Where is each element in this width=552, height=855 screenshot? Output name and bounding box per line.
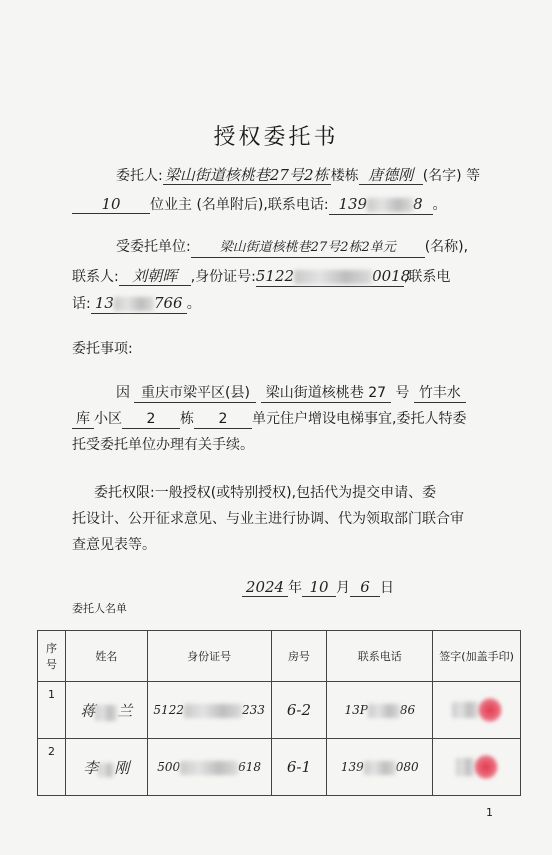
unit-field: 2 — [194, 410, 252, 429]
matters-line-2: 库 小区 2 栋 2 单元住户增设电梯事宜,委托人特委 — [72, 410, 466, 429]
contact-id-field: 5122 0018 — [255, 267, 411, 285]
agent-name-handwriting: 梁山街道核桃巷27号2栋2单元 — [191, 239, 425, 258]
redaction-blur — [114, 297, 154, 311]
redaction-blur — [364, 761, 396, 775]
redaction-blur — [184, 704, 242, 718]
principal-address-handwriting: 梁山街道核桃巷27号2栋 — [163, 166, 331, 185]
fingerprint-seal — [474, 754, 498, 780]
street-field: 梁山街道核桃巷 27 — [261, 384, 391, 403]
document-title: 授权委托书 — [213, 125, 339, 150]
row-id: 5122 233 — [147, 682, 271, 739]
authority-line-3: 查意见表等。 — [72, 537, 156, 553]
principal-line: 委托人: 梁山街道核桃巷27号2栋 楼栋 唐德刚 (名字) 等 — [116, 166, 481, 184]
community-field-cont: 库 — [72, 410, 94, 429]
community-field: 竹丰水 — [414, 384, 466, 403]
matters-label: 委托事项: — [72, 341, 133, 357]
redaction-blur — [98, 763, 114, 777]
col-header-name: 姓名 — [65, 631, 147, 682]
matters-line-1: 因 重庆市梁平区(县) 梁山街道核桃巷 27 号 竹丰水 — [116, 384, 466, 403]
col-header-signature: 签字(加盖手印) — [433, 631, 521, 682]
row-name: 李 刚 — [65, 739, 147, 796]
redaction-blur — [368, 704, 400, 718]
fingerprint-seal — [478, 697, 502, 723]
col-header-id: 身份证号 — [147, 631, 271, 682]
row-name: 蒋 兰 — [65, 682, 147, 739]
agent-line: 受委托单位: 梁山街道核桃巷27号2栋2单元 (名称), — [116, 238, 468, 258]
row-phone: 13P 86 — [327, 682, 433, 739]
signature-scribble — [452, 702, 478, 718]
row-signature — [433, 739, 521, 796]
col-header-room: 房号 — [271, 631, 327, 682]
matters-line-3: 托受委托单位办理有关手续。 — [72, 437, 254, 453]
principal-name-handwriting: 唐德刚 — [359, 166, 423, 185]
owners-line: 10 位业主 (名单附后),联系电话: 139 8 。 — [72, 195, 447, 215]
year-handwriting: 2024 — [242, 578, 288, 597]
redaction-blur — [95, 705, 117, 721]
authority-line-2: 托设计、公开征求意见、与业主进行协调、代为领取部门联合审 — [72, 511, 464, 527]
contact-phone-field: 13 766 — [91, 294, 187, 314]
building-field: 2 — [122, 410, 180, 429]
contact-name-handwriting: 刘朝晖 — [119, 267, 191, 286]
redaction-blur — [367, 198, 413, 212]
table-row — [38, 739, 521, 796]
row-id: 500 618 — [147, 739, 271, 796]
row-room: 6-2 — [271, 682, 327, 739]
list-title: 委托人名单 — [72, 602, 127, 615]
contact-line: 联系人: 刘朝晖 ,身份证号:5122 0018,联系电 — [72, 267, 451, 285]
row-signature — [433, 682, 521, 739]
signing-date: 2024 年 10 月 6 日 — [242, 578, 394, 597]
authority-line-1: 委托权限:一般授权(或特别授权),包括代为提交申请、委 — [94, 485, 437, 501]
district-field: 重庆市梁平区(县) — [134, 384, 256, 403]
row-number: 2 — [38, 739, 66, 796]
contact-phone-line: 话: 13 766 。 — [72, 294, 201, 312]
table-header-row — [38, 631, 521, 682]
redaction-blur — [294, 270, 372, 284]
row-phone: 139 080 — [327, 739, 433, 796]
day-handwriting: 6 — [350, 578, 380, 597]
month-handwriting: 10 — [302, 578, 336, 597]
page-number: 1 — [486, 806, 493, 819]
row-number: 1 — [38, 682, 66, 739]
row-room: 6-1 — [271, 739, 327, 796]
principal-list-table — [37, 630, 521, 796]
table-row — [38, 682, 521, 739]
owner-count-handwriting: 10 — [72, 195, 150, 214]
redaction-blur — [180, 761, 238, 775]
col-header-phone: 联系电话 — [327, 631, 433, 682]
col-header-no: 序号 — [38, 631, 66, 682]
principal-phone-field: 139 8 — [329, 195, 433, 215]
signature-scribble — [456, 758, 474, 776]
